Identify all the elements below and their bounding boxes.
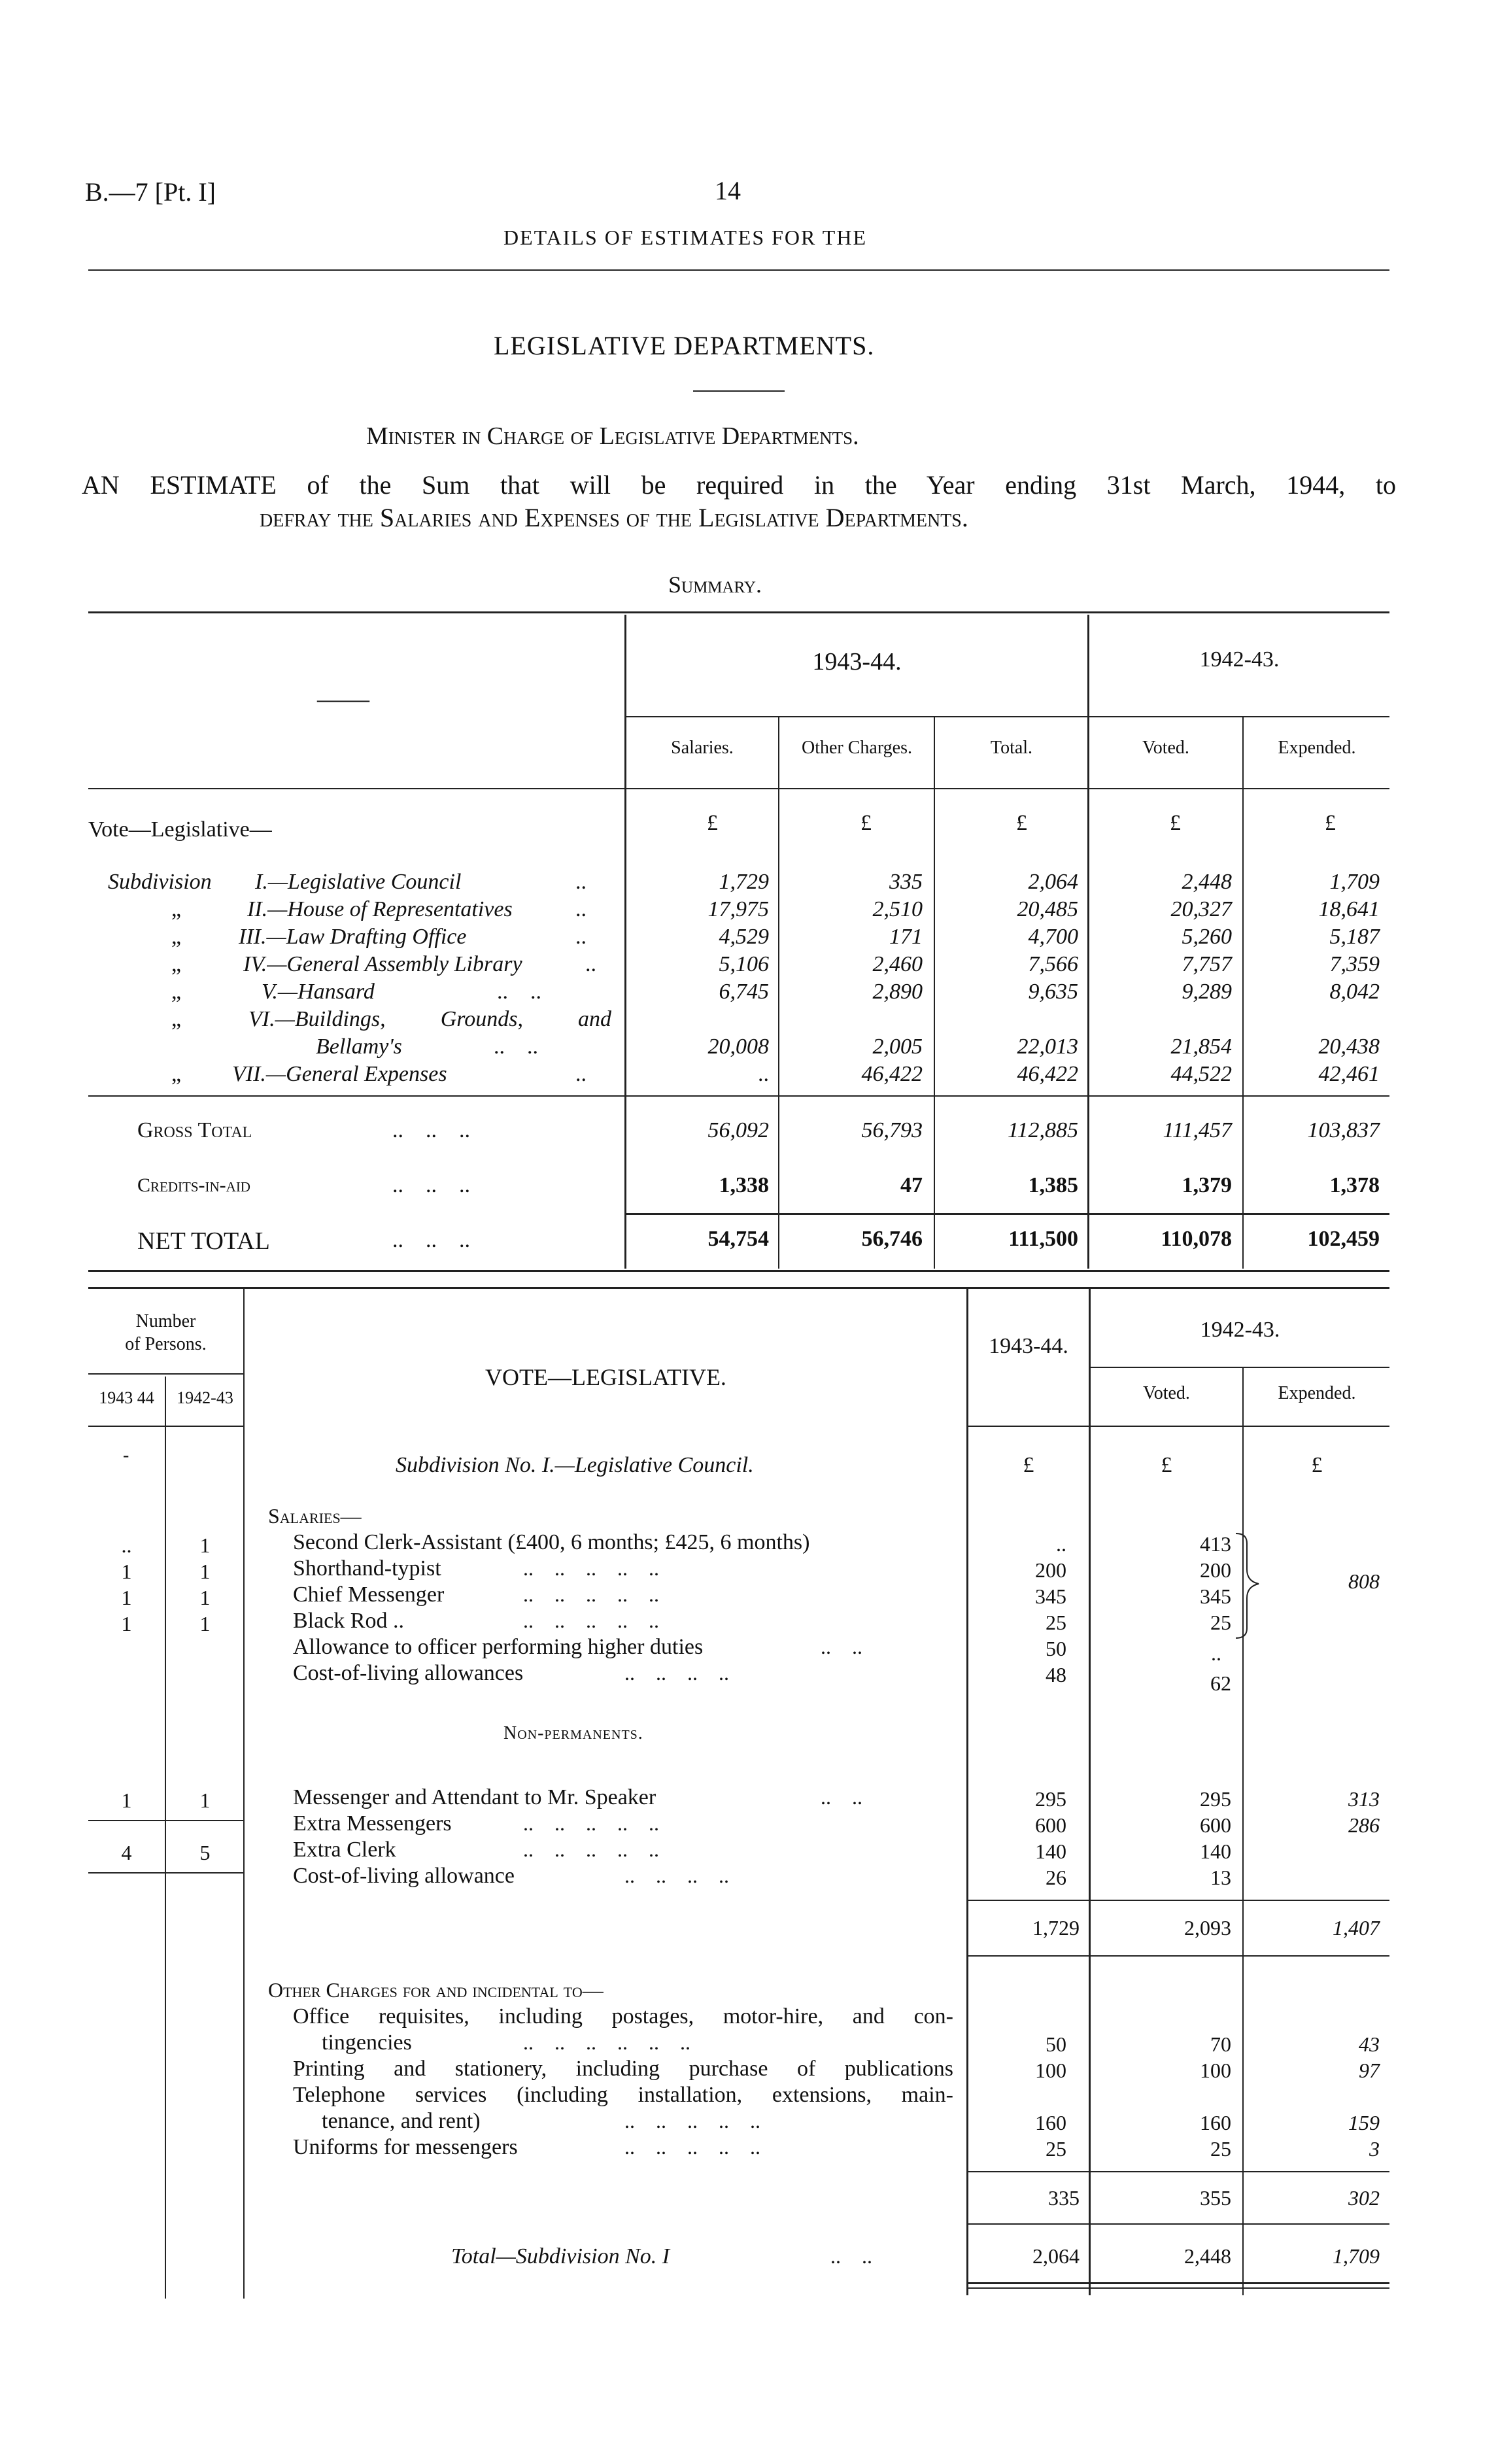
- cell-expended: 97: [1359, 2059, 1380, 2082]
- detail-col-voted: Voted.: [1143, 1383, 1190, 1403]
- cell-total: 7,566: [1028, 952, 1078, 976]
- cell-expended: 159: [1348, 2111, 1380, 2134]
- row-label: Printing and stationery, including purchase of publications: [293, 2057, 953, 2081]
- persons-col-previous: 1942-43: [177, 1388, 233, 1407]
- row-label-continued: Bellamy's: [316, 1035, 402, 1059]
- cell-voted: 160: [1200, 2111, 1231, 2134]
- cell-voted: 413: [1200, 1532, 1231, 1556]
- row-dots: ..: [575, 870, 587, 894]
- row-dots: .. .. .. .. ..: [624, 2135, 760, 2159]
- summary-heading: Summary.: [668, 572, 762, 598]
- cell-salaries: 6,745: [719, 980, 769, 1004]
- row-dots: ..: [575, 1062, 587, 1086]
- cell-voted: 2,448: [1184, 2244, 1231, 2268]
- cell-expended: 302: [1348, 2186, 1380, 2210]
- row-dots: .. ..: [830, 2244, 872, 2268]
- currency-symbol: £: [1161, 1453, 1172, 1477]
- non-permanents-heading: Non-permanents.: [503, 1723, 643, 1743]
- row-label: Second Clerk-Assistant (£400, 6 months; £425, 6 months): [293, 1530, 810, 1554]
- row-prefix: „: [171, 1007, 182, 1031]
- row-label: Credits-in-aid: [137, 1174, 250, 1196]
- cell-voted: 25: [1210, 2137, 1231, 2161]
- row-label: Uniforms for messengers: [293, 2135, 518, 2159]
- row-dots: .. .. .. ..: [624, 1661, 729, 1685]
- cell-voted: 1,379: [1182, 1173, 1232, 1197]
- cell-expended: 1,407: [1333, 1916, 1380, 1940]
- cell-expended: 8,042: [1329, 980, 1380, 1004]
- cell-voted: ..: [1211, 1641, 1221, 1665]
- persons-previous: 1: [199, 1533, 211, 1557]
- cell-voted: 2,448: [1182, 870, 1232, 894]
- row-prefix: „: [171, 1062, 182, 1086]
- cell-current: 335: [1048, 2186, 1080, 2210]
- cell-salaries: 5,106: [719, 952, 769, 976]
- cell-other: 56,746: [861, 1227, 923, 1251]
- persons-previous: 1: [199, 1612, 211, 1635]
- cell-salaries: 1,338: [719, 1173, 769, 1197]
- row-label: Black Rod ..: [293, 1609, 404, 1633]
- cell-current: 600: [1035, 1813, 1066, 1837]
- row-label: V.—Hansard: [262, 980, 375, 1004]
- row-label: Telephone services (including installation, extensions, main-: [293, 2083, 953, 2107]
- header-rule: [88, 269, 1389, 271]
- cell-expended: 102,459: [1307, 1227, 1380, 1251]
- cell-expended: 7,359: [1329, 952, 1380, 976]
- cell-current: ..: [1056, 1532, 1066, 1556]
- cell-total: 22,013: [1017, 1035, 1078, 1059]
- row-dots: .. .. .. .. ..: [523, 1811, 659, 1835]
- cell-expended: 286: [1348, 1813, 1380, 1837]
- row-label-continued: tenance, and rent): [322, 2109, 481, 2133]
- cell-total: 9,635: [1028, 980, 1078, 1004]
- persons-col-current: 1943 44: [99, 1388, 154, 1407]
- cell-current: 50: [1046, 2032, 1066, 2056]
- cell-total: 4,700: [1028, 925, 1078, 949]
- cell-expended: 18,641: [1318, 897, 1380, 921]
- cell-expended: 42,461: [1318, 1062, 1380, 1086]
- persons-current: 1: [121, 1788, 132, 1812]
- currency-symbol: £: [1170, 811, 1181, 835]
- cell-voted: 62: [1210, 1671, 1231, 1695]
- cell-expended: 5,187: [1329, 925, 1380, 949]
- cell-current: 200: [1035, 1558, 1066, 1582]
- cell-other: 2,510: [872, 897, 923, 921]
- row-prefix: Subdivision: [108, 870, 212, 894]
- row-label: Extra Messengers: [293, 1811, 452, 1836]
- row-dots: .. .. .. .. ..: [523, 1556, 659, 1580]
- row-label: Cost-of-living allowance: [293, 1864, 515, 1888]
- cell-current: 25: [1046, 2137, 1066, 2161]
- row-prefix: „: [171, 952, 182, 976]
- cell-expended: 313: [1348, 1787, 1380, 1811]
- row-dots: .. ..: [821, 1785, 862, 1809]
- persons-previous: 5: [199, 1841, 211, 1864]
- cell-salaries: 4,529: [719, 925, 769, 949]
- row-dots: .. .. ..: [392, 1228, 470, 1252]
- cell-voted: 355: [1200, 2186, 1231, 2210]
- cell-current: 345: [1035, 1584, 1066, 1608]
- cell-salaries: ..: [758, 1062, 769, 1086]
- cell-other: 335: [889, 870, 923, 894]
- row-label: IV.—General Assembly Library: [243, 952, 522, 976]
- cell-voted: 20,327: [1170, 897, 1232, 921]
- detail-col-expended: Expended.: [1278, 1383, 1356, 1403]
- vote-title: VOTE—LEGISLATIVE.: [485, 1364, 726, 1390]
- summary-col-salaries: Salaries.: [671, 738, 734, 758]
- currency-symbol: £: [707, 811, 718, 835]
- cell-expended: 43: [1359, 2032, 1380, 2056]
- cell-voted: 295: [1200, 1787, 1231, 1811]
- cell-total: 2,064: [1028, 870, 1078, 894]
- cell-expended: 20,438: [1318, 1035, 1380, 1059]
- row-label: VII.—General Expenses: [232, 1062, 447, 1086]
- document-reference: B.—7 [Pt. I]: [85, 177, 216, 207]
- cell-current: 25: [1046, 1611, 1066, 1634]
- persons-current: 1: [121, 1560, 132, 1583]
- summary-year-previous: 1942-43.: [1199, 647, 1280, 672]
- cell-other: 56,793: [861, 1118, 923, 1142]
- vote-label: Vote—Legislative—: [88, 817, 272, 842]
- cell-voted: 70: [1210, 2032, 1231, 2056]
- row-dots: ..: [575, 925, 587, 949]
- cell-expended: 1,709: [1329, 870, 1380, 894]
- running-title: DETAILS OF ESTIMATES FOR THE: [503, 226, 867, 249]
- row-dots: .. .. .. ..: [624, 1864, 729, 1887]
- row-prefix: „: [171, 980, 182, 1004]
- minister-line: Minister in Charge of Legislative Departments.: [366, 422, 859, 450]
- cell-current: 140: [1035, 1839, 1066, 1863]
- cell-salaries: 17,975: [707, 897, 769, 921]
- persons-previous: 1: [199, 1560, 211, 1583]
- title-rule: [693, 390, 785, 392]
- row-label: VI.—Buildings, Grounds, and: [248, 1007, 611, 1031]
- cell-voted: 100: [1200, 2059, 1231, 2082]
- currency-symbol: £: [1023, 1453, 1034, 1477]
- estimate-line-2: defray the Salaries and Expenses of the Legislative Departments.: [260, 503, 968, 532]
- persons-current: 1: [121, 1612, 132, 1635]
- row-label: Extra Clerk: [293, 1838, 396, 1862]
- row-label: Total—Subdivision No. I: [451, 2244, 670, 2268]
- cell-expended: 1,378: [1329, 1173, 1380, 1197]
- estimate-line-1: AN ESTIMATE of the Sum that will be required in the Year ending 31st March, 1944, to: [82, 470, 1396, 500]
- cell-voted: 200: [1200, 1558, 1231, 1582]
- summary-dash: ——: [317, 684, 369, 713]
- row-dots: .. .. ..: [392, 1118, 470, 1142]
- cell-other: 46,422: [861, 1062, 923, 1086]
- salaries-expended-total: 808: [1348, 1569, 1380, 1593]
- cell-other: 47: [900, 1173, 923, 1197]
- summary-col-total: Total.: [990, 738, 1033, 758]
- cell-salaries: 1,729: [719, 870, 769, 894]
- row-dots: .. .. .. .. ..: [523, 1609, 659, 1632]
- department-title: LEGISLATIVE DEPARTMENTS.: [494, 331, 875, 360]
- cell-voted: 110,078: [1161, 1227, 1232, 1251]
- cell-expended: 1,709: [1333, 2244, 1380, 2268]
- row-prefix: „: [171, 925, 182, 949]
- persons-dash: -: [123, 1445, 129, 1465]
- row-dots: ..: [575, 897, 587, 921]
- cell-salaries: 20,008: [707, 1035, 769, 1059]
- currency-symbol: £: [1311, 1453, 1323, 1477]
- cell-salaries: 54,754: [707, 1227, 769, 1251]
- cell-voted: 44,522: [1170, 1062, 1232, 1086]
- persons-header: Number: [135, 1311, 196, 1331]
- cell-current: 48: [1046, 1663, 1066, 1686]
- cell-other: 171: [889, 925, 923, 949]
- cell-voted: 5,260: [1182, 925, 1232, 949]
- cell-expended: 103,837: [1307, 1118, 1380, 1142]
- summary-col-other: Other Charges.: [802, 738, 912, 758]
- other-charges-heading: Other Charges for and incidental to—: [268, 1978, 604, 2002]
- row-label: Office requisites, including postages, motor-hire, and con-: [293, 2004, 953, 2028]
- row-dots: .. ..: [494, 1035, 538, 1059]
- cell-total: 20,485: [1017, 897, 1078, 921]
- row-label: Gross Total: [137, 1118, 252, 1142]
- cell-other: 2,890: [872, 980, 923, 1004]
- row-prefix: „: [171, 897, 182, 921]
- row-dots: .. .. .. .. .. ..: [523, 2030, 690, 2054]
- row-label: NET TOTAL: [137, 1227, 270, 1255]
- cell-total: 1,385: [1028, 1173, 1078, 1197]
- summary-year-current: 1943-44.: [812, 648, 902, 676]
- cell-other: 2,460: [872, 952, 923, 976]
- cell-current: 1,729: [1032, 1916, 1080, 1940]
- row-label: III.—Law Drafting Office: [239, 925, 467, 949]
- cell-current: 2,064: [1032, 2244, 1080, 2268]
- row-label: Cost-of-living allowances: [293, 1661, 524, 1685]
- row-label: Chief Messenger: [293, 1583, 445, 1607]
- row-label-continued: tingencies: [322, 2030, 412, 2055]
- row-dots: .. ..: [821, 1635, 862, 1658]
- detail-year-previous: 1942-43.: [1200, 1318, 1280, 1342]
- currency-symbol: £: [1325, 811, 1336, 835]
- persons-header-line2: of Persons.: [125, 1334, 207, 1354]
- cell-current: 26: [1046, 1866, 1066, 1889]
- persons-previous: 1: [199, 1788, 211, 1812]
- cell-current: 295: [1035, 1787, 1066, 1811]
- cell-total: 111,500: [1008, 1227, 1078, 1251]
- page-number: 14: [715, 176, 741, 205]
- cell-current: 160: [1035, 2111, 1066, 2134]
- cell-voted: 600: [1200, 1813, 1231, 1837]
- cell-other: 2,005: [872, 1035, 923, 1059]
- row-dots: .. .. .. .. ..: [523, 1583, 659, 1606]
- summary-col-expended: Expended.: [1278, 738, 1356, 758]
- row-label: I.—Legislative Council: [255, 870, 462, 894]
- cell-voted: 7,757: [1182, 952, 1232, 976]
- persons-current: ..: [121, 1533, 132, 1557]
- persons-previous: 1: [199, 1586, 211, 1609]
- cell-current: 50: [1046, 1637, 1066, 1660]
- currency-symbol: £: [860, 811, 872, 835]
- cell-voted: 111,457: [1163, 1118, 1232, 1142]
- detail-year-current: 1943-44.: [989, 1334, 1068, 1358]
- cell-voted: 25: [1210, 1611, 1231, 1634]
- persons-current: 1: [121, 1586, 132, 1609]
- cell-voted: 140: [1200, 1839, 1231, 1863]
- cell-voted: 9,289: [1182, 980, 1232, 1004]
- salaries-heading: Salaries—: [268, 1504, 362, 1528]
- row-dots: .. .. .. .. ..: [523, 1838, 659, 1861]
- row-dots: .. .. .. .. ..: [624, 2109, 760, 2132]
- persons-current: 4: [121, 1841, 132, 1864]
- row-label: Shorthand-typist: [293, 1556, 441, 1581]
- cell-total: 112,885: [1008, 1118, 1078, 1142]
- row-dots: .. .. ..: [392, 1173, 470, 1197]
- subdivision-title: Subdivision No. I.—Legislative Council.: [396, 1453, 754, 1477]
- row-label: Allowance to officer performing higher duties: [293, 1635, 704, 1659]
- row-dots: ..: [585, 952, 596, 976]
- cell-salaries: 56,092: [707, 1118, 769, 1142]
- row-dots: .. ..: [497, 980, 541, 1004]
- cell-total: 46,422: [1017, 1062, 1078, 1086]
- cell-voted: 21,854: [1170, 1035, 1232, 1059]
- row-label: II.—House of Representatives: [247, 897, 513, 921]
- cell-voted: 2,093: [1184, 1916, 1231, 1940]
- row-label: Messenger and Attendant to Mr. Speaker: [293, 1785, 656, 1809]
- cell-current: 100: [1035, 2059, 1066, 2082]
- cell-voted: 345: [1200, 1584, 1231, 1608]
- cell-voted: 13: [1210, 1866, 1231, 1889]
- summary-col-voted: Voted.: [1142, 738, 1189, 758]
- cell-expended: 3: [1369, 2137, 1380, 2161]
- currency-symbol: £: [1016, 811, 1027, 835]
